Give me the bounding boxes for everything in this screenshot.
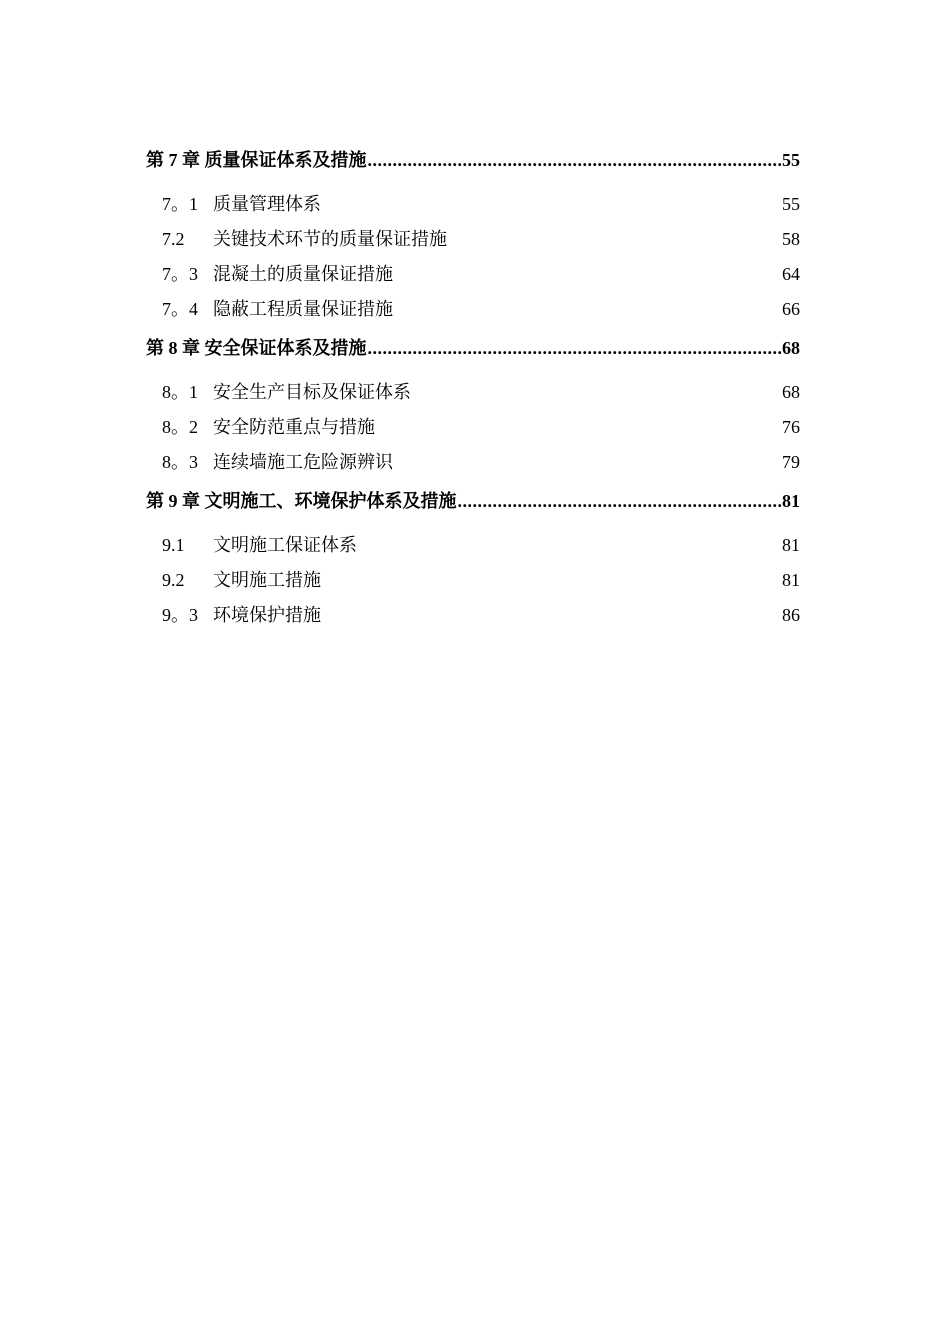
toc-section-entry[interactable]: [146, 225, 800, 260]
chapter-title: 第 8 章 安全保证体系及措施: [146, 338, 367, 358]
section-page-number: 68: [782, 382, 800, 402]
section-number: 7。4: [162, 299, 198, 319]
section-title: 文明施工保证体系: [213, 535, 357, 555]
section-number: 8。1: [162, 382, 198, 402]
section-title: 环境保护措施: [213, 605, 321, 625]
section-page-number: 64: [782, 264, 800, 284]
section-page-number: 81: [782, 535, 800, 555]
section-page-number: 58: [782, 229, 800, 249]
toc-chapter-7: [146, 146, 800, 330]
section-number: 7.2: [162, 229, 185, 249]
toc-section-entry[interactable]: [146, 566, 800, 601]
section-title: 连续墙施工危险源辨识: [213, 452, 393, 472]
section-title: 隐蔽工程质量保证措施: [213, 299, 393, 319]
chapter-title: 第 9 章 文明施工、环境保护体系及措施: [146, 491, 457, 511]
section-number: 7。3: [162, 264, 198, 284]
toc-section-entry[interactable]: [146, 378, 800, 413]
toc-section-entry[interactable]: [146, 190, 800, 225]
section-title: 安全防范重点与措施: [213, 417, 375, 437]
chapter-title: 第 7 章 质量保证体系及措施: [146, 150, 367, 170]
section-number: 7。1: [162, 194, 198, 214]
dot-leader: [368, 150, 782, 171]
dot-leader: [368, 338, 782, 359]
chapter-page-number: 68: [782, 338, 800, 358]
toc-section-entry[interactable]: [146, 448, 800, 483]
toc-chapter-entry[interactable]: [146, 146, 800, 176]
chapter-page-number: 55: [782, 150, 800, 170]
chapter-page-number: 81: [782, 491, 800, 511]
section-page-number: 66: [782, 299, 800, 319]
toc-section-entry[interactable]: [146, 295, 800, 330]
section-title: 安全生产目标及保证体系: [213, 382, 411, 402]
toc-section-entry[interactable]: [146, 260, 800, 295]
toc-chapter-9: [146, 487, 800, 636]
section-title: 关键技术环节的质量保证措施: [213, 229, 447, 249]
section-page-number: 79: [782, 452, 800, 472]
section-title: 质量管理体系: [213, 194, 321, 214]
section-number: 9.2: [162, 570, 185, 590]
section-page-number: 81: [782, 570, 800, 590]
section-page-number: 55: [782, 194, 800, 214]
section-page-number: 76: [782, 417, 800, 437]
section-title: 文明施工措施: [213, 570, 321, 590]
section-number: 8。2: [162, 417, 198, 437]
section-title: 混凝土的质量保证措施: [213, 264, 393, 284]
table-of-contents: [146, 146, 800, 636]
toc-section-entry[interactable]: [146, 413, 800, 448]
toc-section-entry[interactable]: [146, 531, 800, 566]
section-number: 8。3: [162, 452, 198, 472]
dot-leader: [458, 491, 782, 512]
section-number: 9。3: [162, 605, 198, 625]
section-page-number: 86: [782, 605, 800, 625]
toc-chapter-entry[interactable]: [146, 487, 800, 517]
toc-chapter-8: [146, 334, 800, 483]
section-number: 9.1: [162, 535, 185, 555]
toc-chapter-entry[interactable]: [146, 334, 800, 364]
toc-section-entry[interactable]: [146, 601, 800, 636]
